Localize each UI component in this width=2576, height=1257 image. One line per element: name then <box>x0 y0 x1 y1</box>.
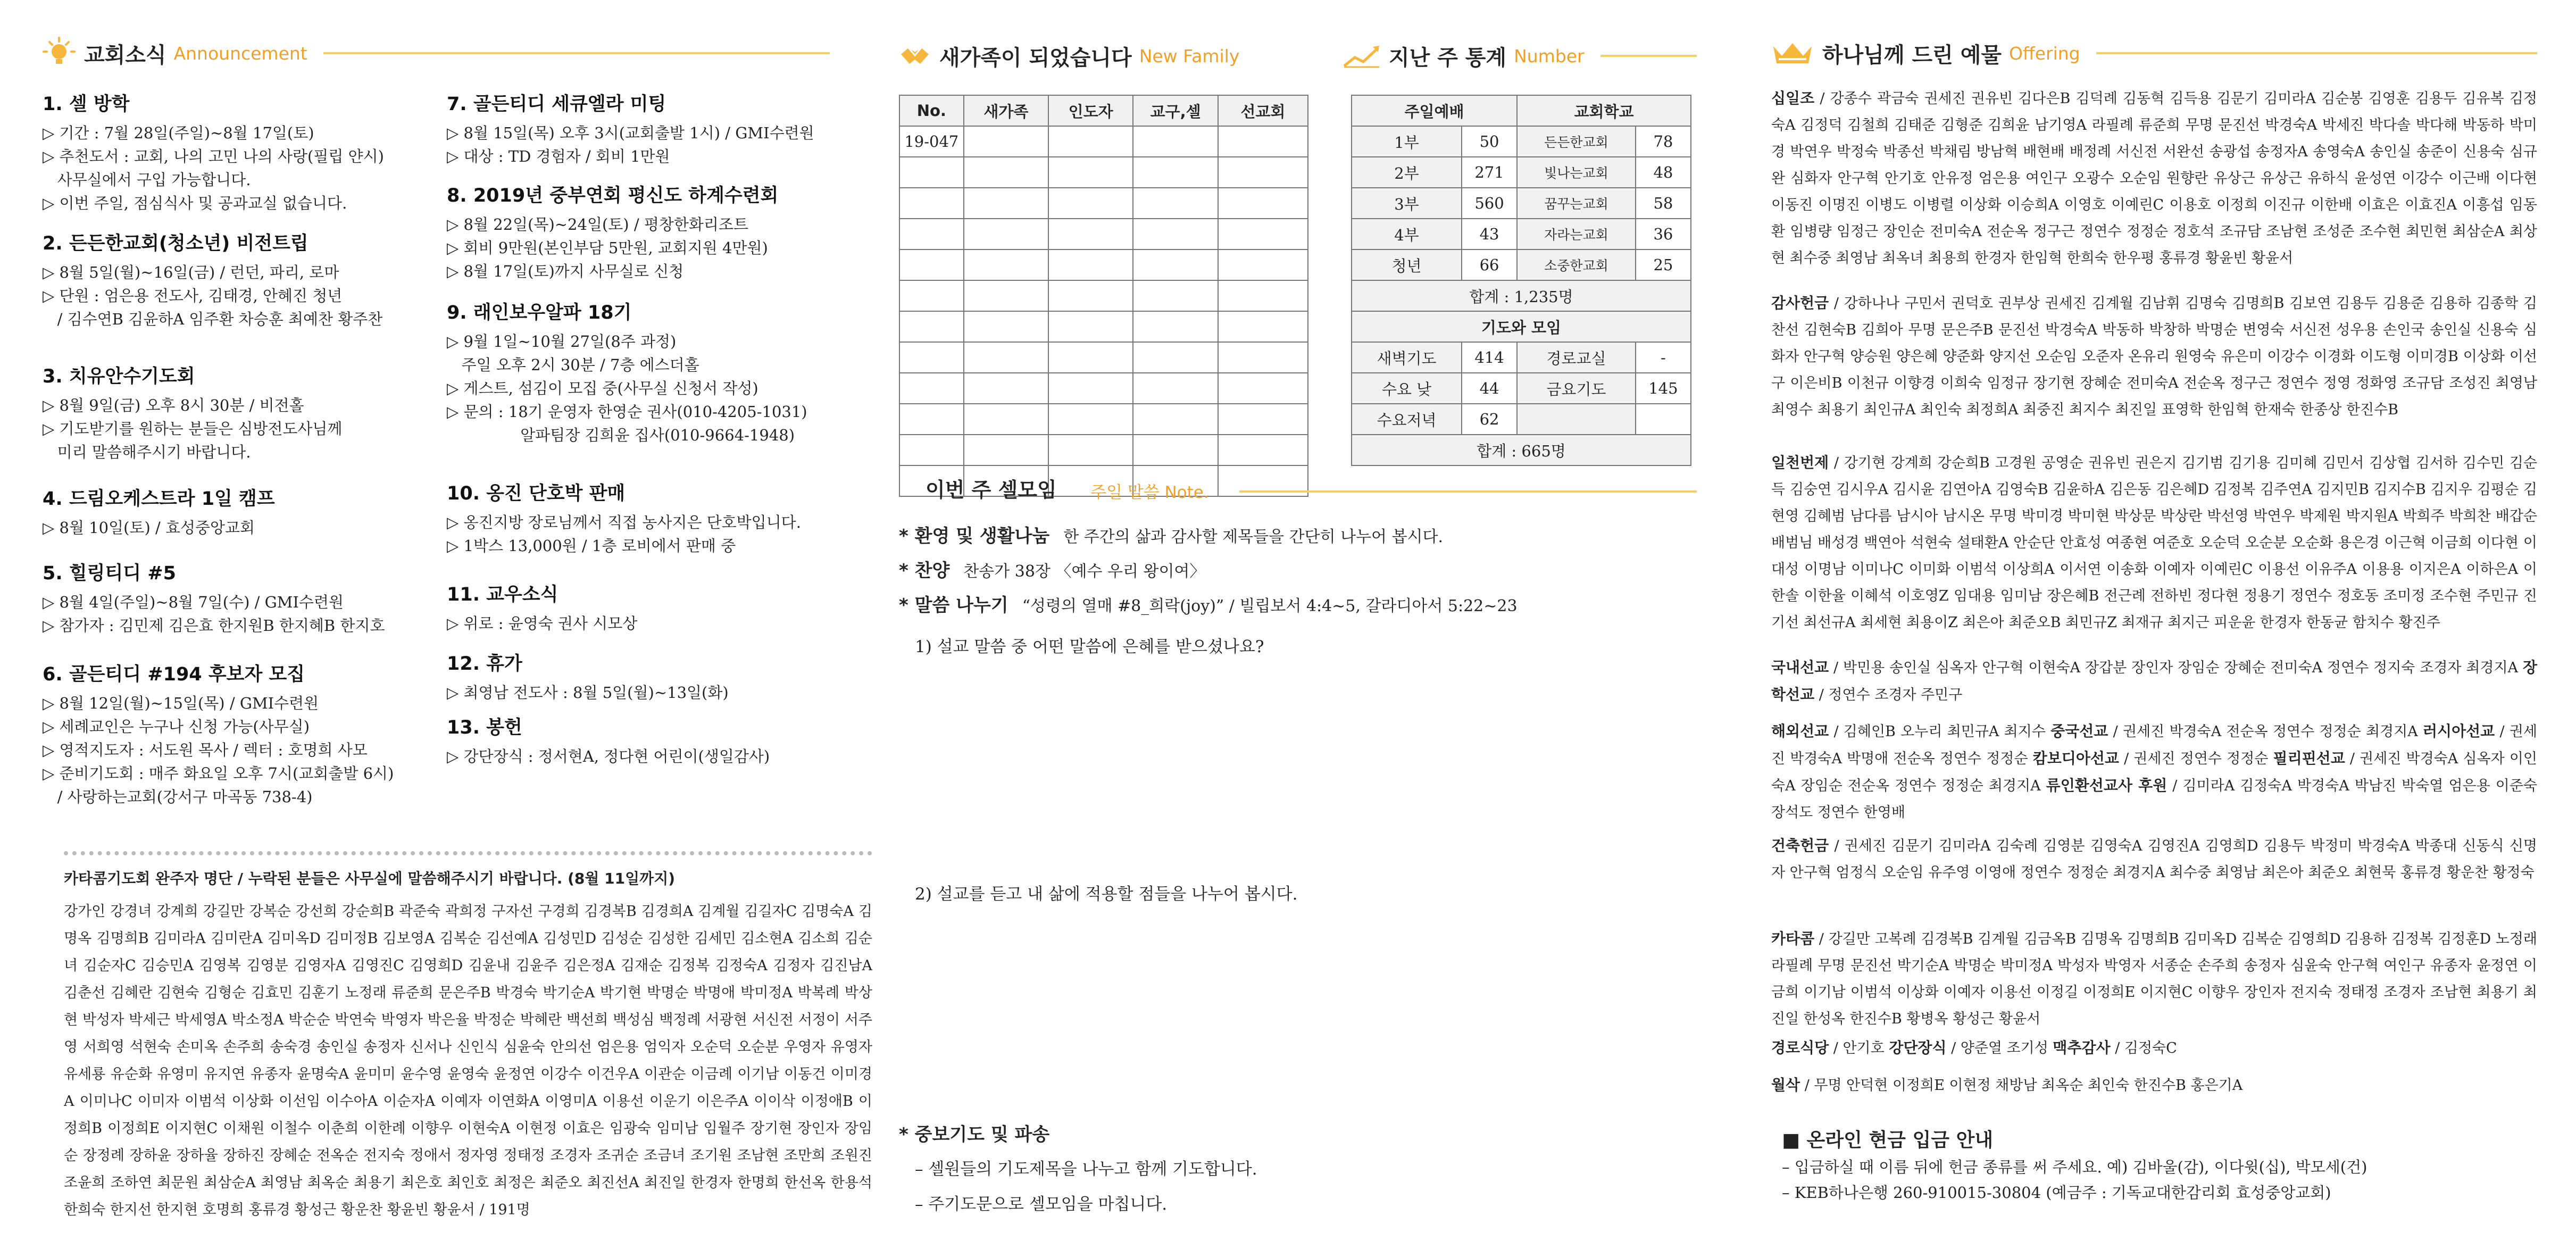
online-offering-title: ■ 온라인 현금 입금 안내 <box>1782 1129 1994 1151</box>
stats-label: 든든한교회 <box>1517 126 1636 157</box>
announcement-item-title: 3. 치유안수기도회 <box>43 366 195 387</box>
announcement-header <box>43 29 830 77</box>
announcement-item-line: ▷ 9월 1일~10월 27일(8주 과정) <box>447 332 677 351</box>
newfamily-cell <box>1133 435 1218 465</box>
announcement-item <box>447 298 819 447</box>
stats-header-row <box>1352 311 1691 342</box>
announcement-item-line: ▷ 단원 : 엄은용 전도사, 김태경, 안혜진 청년 <box>43 287 343 305</box>
announcement-item-title: 7. 골든티디 세큐엘라 미팅 <box>447 94 666 115</box>
newfamily-cell <box>1133 219 1218 249</box>
offering-type: 건축헌금 <box>1771 837 1829 854</box>
stats-header <box>1343 32 1697 80</box>
newfamily-subtitle: New Family <box>1139 45 1240 66</box>
offering-names: / 권세진 박경숙A 심옥자 이인숙A 장임순 전순옥 정연수 정정순 최경지A <box>1771 751 2537 794</box>
newfamily-cell <box>964 404 1048 435</box>
announcement-item-title: 8. 2019년 중부연회 평신도 하계수련회 <box>447 185 779 206</box>
cell-item-label: * 말씀 나누기 <box>899 595 1008 616</box>
offering-type: 중국선교 <box>2050 722 2108 740</box>
stats-label: 수요저녁 <box>1352 404 1462 435</box>
intercession-line-1: – 셀원들의 기도제목을 나누고 함께 기도합니다. <box>915 1160 1257 1179</box>
cell-item-text: “성령의 열매 #8_희락(joy)” / 빌립보서 4:4~5, 갈라디아서 5:22~23 <box>1022 597 1518 615</box>
cell-meeting-item <box>899 590 1518 617</box>
offering-names: / 권세진 김문기 김미라A 김숙례 김영분 김영숙A 김영진A 김영희D 김용두 박정미 박경숙A 박종대 신동식 신명자 안구혁 엄정식 오순임 유주영 이영애 정연수 정정순 최경지A 최수중 최영남 최은아 최준오 최현묵 홍류경 황운찬 황정숙 <box>1771 838 2537 881</box>
stats-row <box>1352 219 1691 249</box>
newfamily-empty-row <box>899 280 1308 311</box>
stats-table <box>1351 95 1691 466</box>
newfamily-cell <box>899 311 964 342</box>
offering-type: 필리핀선교 <box>2273 750 2345 767</box>
stats-label: 경로교실 <box>1517 342 1636 373</box>
header-rule <box>323 52 830 54</box>
announcement-item <box>447 580 819 635</box>
announcement-subtitle: Announcement <box>173 43 307 64</box>
newfamily-cell <box>1218 311 1308 342</box>
stats-value: 145 <box>1636 373 1691 404</box>
newfamily-cell: 19-047 <box>899 126 964 157</box>
offering-type: 강단장식 <box>1889 1039 1947 1056</box>
stats-title: 지난 주 통계 <box>1389 45 1507 70</box>
announcement-item <box>43 559 415 637</box>
newfamily-cell <box>1048 280 1133 311</box>
stats-value: 271 <box>1462 157 1517 188</box>
announcement-item-line: ▷ 기도받기를 원하는 분들은 심방전도사님께 <box>43 420 343 438</box>
newfamily-cell <box>964 157 1048 188</box>
announcement-item <box>447 649 819 704</box>
announcement-item-line: ▷ 8월 9일(금) 오후 8시 30분 / 비전홀 <box>43 396 304 414</box>
newfamily-cell <box>1133 311 1218 342</box>
question-1: 1) 설교 말씀 중 어떤 말씀에 은혜를 받으셨나요? <box>915 637 1264 656</box>
announcement-item-title: 2. 든든한교회(청소년) 비전트립 <box>43 233 309 254</box>
newfamily-header-cell: 교구,셀 <box>1133 95 1218 126</box>
sermon-note-label: 주일 말씀 Note. <box>1090 483 1209 502</box>
newfamily-cell <box>1133 157 1218 188</box>
stats-value: 43 <box>1462 219 1517 249</box>
newfamily-cell <box>1218 188 1308 219</box>
catechism-title: 카타콤기도회 완주자 명단 / 누락된 분들은 사무실에 말씀해주시기 바랍니다. (8월 11일까지) <box>64 870 676 887</box>
stats-subtitle: Number <box>1514 45 1585 66</box>
offering-block <box>1771 85 2537 272</box>
offering-block <box>1771 1035 2537 1062</box>
worship-header: 주일예배 <box>1352 95 1517 126</box>
newfamily-cell <box>1133 404 1218 435</box>
newfamily-cell <box>899 280 964 311</box>
offering-block <box>1771 654 2537 709</box>
question-2: 2) 설교를 듣고 내 삶에 적용할 점들을 나누어 봅시다. <box>915 885 1298 904</box>
offering-type: 십일조 <box>1771 89 1815 107</box>
announcement-item-line: ▷ 준비기도회 : 매주 화요일 오후 7시(교회출발 6시) <box>43 764 394 782</box>
announcement-item-line: 주일 오후 2시 30분 / 7층 에스더홀 <box>447 356 699 374</box>
newfamily-cell <box>964 188 1048 219</box>
newfamily-header <box>899 32 1314 80</box>
stats-label: 2부 <box>1352 157 1462 188</box>
offering-type: 월삭 <box>1771 1076 1800 1094</box>
cell-meeting-item <box>899 521 1443 547</box>
announcement-item-line: ▷ 위로 : 윤영숙 권사 시모상 <box>447 614 638 632</box>
offering-names: / 김혜인B 오누리 최민규A 최지수 <box>1829 723 2051 740</box>
announcement-item <box>447 89 819 168</box>
offering-type: 러시아선교 <box>2422 722 2495 740</box>
newfamily-cell <box>1048 157 1133 188</box>
announcement-item-title: 6. 골든티디 #194 후보자 모집 <box>43 664 305 685</box>
stats-value: - <box>1636 342 1691 373</box>
newfamily-cell <box>1133 280 1218 311</box>
announcement-item-line: ▷ 8월 10일(토) / 효성중앙교회 <box>43 519 255 537</box>
announcement-item-title: 5. 힐링티디 #5 <box>43 563 176 584</box>
stats-total: 합계 : 1,235명 <box>1352 280 1691 311</box>
header-rule <box>1600 55 1697 57</box>
announcement-item-line: ▷ 대상 : TD 경험자 / 회비 1만원 <box>447 147 670 165</box>
offering-names: / 강하나나 구민서 권덕호 권부상 권세진 김계월 김남휘 김명숙 김명희B 김보연 김용두 김용준 김용하 김종학 김찬선 김현숙B 김희아 무명 문은주B 문진선 박경숙A 박동하 박창하 박명순 변영숙 서신전 성우용 손인국 송인실 신용숙 심화자 안구혁 양승원 양은혜 양준화 양지선 오순임 오준자 온유리 원영숙 유은미 이강수 이경화 이도형 이미경B 이상화 이선구 이은비B 이천규 이향경 이희숙 임정규 장기현 장혜순 전미숙A 전순옥 정구근 정연수 정영 정화영 조규담 조성진 최영남 최영수 최용기 최인규A 최인숙 최정희A 최중진 최지수 최진일 표영학 한임혁 한재숙 한종상 한진수B <box>1771 295 2537 418</box>
offering-names: / 강길만 고복례 김경복B 김계월 김금옥B 김명옥 김명희B 김미옥D 김복순 김영희D 김용하 김정복 김정훈D 노정래 라필례 무명 문진선 박기순A 박명순 박미정A 박성자 박영자 서종순 손주희 송정자 심윤숙 안구혁 여인구 유종자 윤정연 이금희 이기남 이범석 이상화 이예자 이용선 이정길 이정희E 이지현C 이향우 장인자 전지숙 정태정 조경자 조남현 최용기 최진일 한성옥 한진수B 황병옥 황성근 황윤서 <box>1771 931 2537 1027</box>
stats-label: 자라는교회 <box>1517 219 1636 249</box>
newfamily-header-cell: 인도자 <box>1048 95 1133 126</box>
newfamily-cell <box>899 435 964 465</box>
announcement-item-line: ▷ 세례교인은 누구나 신청 가능(사무실) <box>43 718 310 736</box>
offering-title: 하나님께 드린 예물 <box>1822 43 2002 68</box>
newfamily-title: 새가족이 되었습니다 <box>939 45 1132 70</box>
announcement-item-line: ▷ 영적지도자 : 서도원 목사 / 렉터 : 호명희 사모 <box>43 741 368 759</box>
offering-names: / 강종수 곽금숙 권세진 권유빈 김다은B 김덕례 김동혁 김득용 김문기 김미라A 김순봉 김영훈 김용두 김유복 김정숙A 김정덕 김철희 김태준 김형준 김희윤 남기영A 라필례 류준희 무명 문진선 박경숙A 박세진 박다솔 박다해 박동하 박미경 박연우 박정숙 박종선 박채림 방남혁 배현배 배정례 서신전 서완선 송광섭 송정자A 송영숙A 송인실 송준이 신용숙 심규완 심화자 안구혁 안기호 안유정 엄은용 여인구 오광수 오순임 원향란 유상근 유상근 유하식 윤성연 이강수 이근배 이다현 이동진 이명진 이병도 이병렬 이상화 이승희A 이영호 이예린C 이용호 이정희 이진규 이한배 이효은 이효진A 이흥섭 임동환 임병량 임정근 장인순 전미숙A 전순옥 정구근 정연수 정정순 정호석 조규담 조남현 조성준 조수현 최민현 최삼순A 최상현 최수중 최영남 최옥녀 최용희 한경자 한임혁 한희숙 한우평 홍류경 황윤빈 황윤서 <box>1771 90 2537 267</box>
cell-item-text: 찬송가 38장 〈예수 우리 왕이여〉 <box>963 562 1206 581</box>
newfamily-cell <box>1218 157 1308 188</box>
announcement-item-line: ▷ 8월 15일(목) 오후 3시(교회출발 1시) / GMI수련원 <box>447 124 814 142</box>
cell-item-label: * 환영 및 생활나눔 <box>899 526 1050 547</box>
offering-block <box>1771 833 2537 886</box>
announcement-item-line: ▷ 강단장식 : 정서현A, 정다현 어린이(생일감사) <box>447 747 770 765</box>
announcement-item-line: ▷ 1박스 13,000원 / 1층 로비에서 판매 중 <box>447 537 736 555</box>
newfamily-cell <box>899 219 964 249</box>
cell-item-text: 한 주간의 삶과 감사할 제목들을 간단히 나누어 봅시다. <box>1063 528 1444 546</box>
announcement-item-title: 1. 셀 방학 <box>43 94 130 115</box>
announcement-item-title: 11. 교우소식 <box>447 584 558 605</box>
offering-names: / 김미라A 김정숙A 박경숙A 박남진 박숙열 엄은용 이준숙 장석도 정연수 한영배 <box>1771 778 2537 821</box>
prayer-row <box>1352 342 1691 373</box>
stats-value: 36 <box>1636 219 1691 249</box>
offering-subtitle: Offering <box>2008 43 2080 64</box>
offering-block <box>1771 449 2537 636</box>
newfamily-stats-column <box>899 0 1697 1257</box>
newfamily-cell <box>964 280 1048 311</box>
stats-total-row <box>1352 280 1691 311</box>
online-offering-line-2: – KEB하나은행 260-910015-30804 (예금주 : 기독교대한감리회 효성중앙교회) <box>1782 1184 2331 1202</box>
announcement-item-line: ▷ 기간 : 7월 28일(주일)~8월 17일(토) <box>43 124 314 142</box>
announcement-item-line: ▷ 8월 4일(주일)~8월 7일(수) / GMI수련원 <box>43 593 344 611</box>
stats-value: 560 <box>1462 188 1517 219</box>
stats-row <box>1352 157 1691 188</box>
offering-names: / 권세진 박경숙A 전순옥 정연수 정정순 최경지A <box>2108 723 2423 740</box>
newfamily-empty-row <box>899 219 1308 249</box>
newfamily-cell <box>899 157 964 188</box>
offering-type: 경로식당 <box>1771 1039 1829 1056</box>
newfamily-empty-row <box>899 311 1308 342</box>
newfamily-cell <box>899 373 964 404</box>
newfamily-empty-row <box>899 188 1308 219</box>
announcement-item-line: 미리 말씀해주시기 바랍니다. <box>43 443 251 461</box>
offering-type: 장학선교 <box>1771 659 2537 703</box>
offering-block <box>1771 718 2537 826</box>
stats-row <box>1352 126 1691 157</box>
stats-label: 새벽기도 <box>1352 342 1462 373</box>
announcement-item <box>43 484 415 539</box>
offering-type: 감사헌금 <box>1771 294 1829 312</box>
stats-label: 소중한교회 <box>1517 249 1636 280</box>
announcement-item-title: 9. 래인보우알파 18기 <box>447 302 632 323</box>
announcement-item-title: 13. 봉헌 <box>447 717 522 738</box>
newfamily-cell <box>1218 249 1308 280</box>
header-rule <box>1239 490 1697 493</box>
stats-value: 25 <box>1636 249 1691 280</box>
prayer-row <box>1352 404 1691 435</box>
stats-label: 금요기도 <box>1517 373 1636 404</box>
announcement-item-line: / 사랑하는교회(강서구 마곡동 738-4) <box>43 788 313 806</box>
offering-type: 국내선교 <box>1771 659 1829 676</box>
newfamily-cell <box>1048 342 1133 373</box>
announcement-column <box>43 0 872 1257</box>
newfamily-empty-row <box>899 435 1308 465</box>
offering-names: / 정연수 조경자 주민구 <box>1814 687 1963 703</box>
intercession-title: * 중보기도 및 파송 <box>899 1124 1050 1145</box>
newfamily-header-cell: No. <box>899 95 964 126</box>
intercession-line-2: – 주기도문으로 셀모임을 마칩니다. <box>915 1195 1168 1214</box>
announcement-item-line: ▷ 참가자 : 김민제 김은효 한지원B 한지혜B 한지호 <box>43 617 385 635</box>
header-rule <box>2096 52 2537 54</box>
offering-names: / 안기호 <box>1829 1040 1889 1056</box>
offering-names: / 박민용 송인실 심옥자 안구혁 이현숙A 장갑분 장인자 장임순 장혜순 전미숙A 정연수 정지숙 조경자 최경지A <box>1829 660 2523 676</box>
offering-names: / 김정숙C <box>2110 1040 2177 1056</box>
offering-names: / 양준열 조기성 <box>1946 1040 2053 1056</box>
offering-type: 카타콤 <box>1771 930 1815 947</box>
newfamily-cell <box>1218 342 1308 373</box>
offering-block <box>1771 290 2537 423</box>
announcement-item <box>43 362 415 464</box>
newfamily-cell <box>1133 342 1218 373</box>
stats-header-row <box>1352 95 1691 126</box>
stats-label: 청년 <box>1352 249 1462 280</box>
announcement-item-line: ▷ 8월 17일(토)까지 사무실로 신청 <box>447 262 684 280</box>
newfamily-cell <box>1133 188 1218 219</box>
stats-value: 48 <box>1636 157 1691 188</box>
announcement-item <box>447 713 819 768</box>
announcement-item <box>43 660 415 809</box>
stats-total: 합계 : 665명 <box>1352 435 1691 465</box>
stats-label <box>1517 404 1636 435</box>
newfamily-cell <box>1048 373 1133 404</box>
offering-type: 맥추감사 <box>2053 1039 2111 1056</box>
announcement-item-line: ▷ 옹진지방 장로님께서 직접 농사지은 단호박입니다. <box>447 513 801 531</box>
newfamily-empty-row <box>899 157 1308 188</box>
newfamily-empty-row <box>899 373 1308 404</box>
announcement-title: 교회소식 <box>84 43 166 68</box>
announcement-item-line: ▷ 추천도서 : 교회, 나의 고민 나의 사랑(필립 얀시) <box>43 147 384 165</box>
newfamily-table <box>899 95 1308 497</box>
newfamily-cell <box>964 435 1048 465</box>
announcement-item <box>447 479 819 557</box>
announcement-item-line: 알파팀장 김희윤 집사(010-9664-1948) <box>447 426 795 444</box>
newfamily-cell <box>964 342 1048 373</box>
offering-type: 캄보디아선교 <box>2032 750 2119 767</box>
announcement-item-line: ▷ 문의 : 18기 운영자 한영순 권사(010-4205-1031) <box>447 403 807 421</box>
stats-value: 58 <box>1636 188 1691 219</box>
stats-value: 44 <box>1462 373 1517 404</box>
announcement-item-line: ▷ 회비 9만원(본인부담 5만원, 교회지원 4만원) <box>447 239 768 257</box>
announcement-item-line: ▷ 게스트, 섬김이 모집 중(사무실 신청서 작성) <box>447 379 758 397</box>
announcement-item <box>43 89 415 215</box>
newfamily-cell <box>1218 126 1308 157</box>
newfamily-cell <box>1048 404 1133 435</box>
stats-label: 3부 <box>1352 188 1462 219</box>
offering-type: 일천번제 <box>1771 454 1829 471</box>
newfamily-cell <box>1218 435 1308 465</box>
announcement-item-title: 10. 옹진 단호박 판매 <box>447 483 626 504</box>
stats-value <box>1636 404 1691 435</box>
stats-row <box>1352 249 1691 280</box>
announcement-item-line: ▷ 이번 주일, 점심식사 및 공과교실 없습니다. <box>43 194 347 212</box>
announcement-item-line: ▷ 8월 5일(월)~16일(금) / 런던, 파리, 로마 <box>43 263 339 281</box>
stats-value: 414 <box>1462 342 1517 373</box>
chart-trend-icon <box>1343 44 1380 68</box>
crown-icon <box>1771 40 1814 66</box>
newfamily-cell <box>1133 249 1218 280</box>
prayer-row <box>1352 373 1691 404</box>
newfamily-cell <box>899 188 964 219</box>
stats-value: 62 <box>1462 404 1517 435</box>
announcement-item-line: ▷ 8월 22일(목)~24일(토) / 평창한화리조트 <box>447 215 748 234</box>
prayer-header: 기도와 모임 <box>1352 311 1691 342</box>
catechism-names: 강가인 강경녀 강계희 강길만 강복순 강선희 강순희B 곽준숙 곽희정 구자선 구경희 김경복B 김경희A 김계월 김길자C 김명숙A 김명옥 김명희B 김미라A 김미란A 김미옥D 김미정B 김보영A 김복순 김선예A 김성민D 김성순 김성한 김세민 김소현A 김소희 김순녀 김순자C 김승민A 김영복 김영분 김영자A 김영진C 김영희D 김윤내 김윤주 김은정A 김재순 김정복 김정숙A 김정자 김진남A 김춘선 김혜란 김현숙 김형순 김효민 김훈기 노정래 류준희 문은주B 박경숙 박기순A 박기현 박명순 박명애 박미정A 박복례 박상현 박성자 박세근 박세영A 박소정A 박순순 박연숙 박영자 박은율 박정순 박혜란 백선희 백성심 백정례 서광현 서신전 서정이 서주영 서희영 석현숙 손미옥 손주희 송숙경 송인실 송정자 신서나 신인식 심윤숙 안의선 엄은용 엄익자 오순덕 오순분 우영자 유영자 유세룡 유순화 유영미 유지연 유종자 윤명숙A 윤미미 윤수영 윤영숙 윤정연 이강수 이건우A 이관순 이금례 이기남 이동건 이미경A 이미나C 이미자 이범석 이상화 이선임 이수아A 이순자A 이예자 이연화A 이영미A 이용선 이운기 이은주A 이이삭 이정애B 이정희B 이정희E 이지현C 이채원 이철수 이춘희 이한례 이향우 이현숙A 이현정 이효은 임광숙 임미남 임월주 장기현 장인자 장임순 장정례 장하윤 장하율 장하진 장혜순 전옥순 전지숙 정애서 정자영 정태정 조경자 조귀순 조금녀 조기원 조남현 조만희 조원진 조윤희 조하연 최문원 최삼순A 최영남 최옥순 최용기 최은호 최인호 최정은 최준오 최진선A 최진일 한경자 한명희 한선옥 한용석 한희숙 한지선 한지현 호명희 홍류경 황성근 황운찬 황윤빈 황윤서 / 191명 <box>64 903 872 1218</box>
newfamily-cell <box>964 373 1048 404</box>
offering-names: / 권세진 정연수 정정순 <box>2119 751 2273 767</box>
newfamily-header-cell: 선교회 <box>1218 95 1308 126</box>
offering-block <box>1771 1072 2537 1099</box>
offering-header <box>1771 29 2537 77</box>
newfamily-cell <box>1048 188 1133 219</box>
school-header: 교회학교 <box>1517 95 1691 126</box>
newfamily-cell <box>1133 373 1218 404</box>
announcement-item <box>447 181 819 283</box>
handshake-icon <box>899 44 931 68</box>
newfamily-cell <box>1048 126 1133 157</box>
offering-names: / 권세진 박경숙A 박명애 전순옥 정연수 정정순 <box>1771 723 2537 767</box>
stats-label: 4부 <box>1352 219 1462 249</box>
offering-block <box>1771 926 2537 1033</box>
newfamily-cell <box>1048 311 1133 342</box>
stats-value: 50 <box>1462 126 1517 157</box>
newfamily-cell <box>1218 219 1308 249</box>
offering-names: / 강기현 강계희 강순희B 고경원 공영순 권유빈 권은지 김기범 김기용 김미혜 김민서 김상협 김서하 김수민 김순득 김숭연 김시우A 김시윤 김연아A 김영숙B 김윤하A 김은동 김은혜D 김정복 김주연A 김지민B 김지수B 김지우 김평순 김현영 김혜범 남다름 남시아 남시온 무명 박미경 박미현 박상문 박상란 박선영 박연우 박제원 박지원A 박희주 박희찬 배갑순 배범님 배성경 백연아 석현숙 설태환A 안순단 안효성 여종현 여준호 오순덕 오순분 오순화 용은경 이근혁 이금희 이다현 이대성 이명남 이미나C 이미화 이범석 이상희A 이서연 이송화 이예자 이예린C 이용선 이유주A 이용용 이지은A 이하은A 이한솔 이한율 이혜석 이호영Z 임대용 임미남 장은혜B 전근례 전하빈 정다현 정용기 정연수 정호동 조미정 조수현 주민규 진기선 최선규A 최세현 최용이Z 최은아 최준오B 최민규Z 최재규 최지근 피운윤 한경자 한동균 함치수 황진주 <box>1771 455 2537 631</box>
stats-label: 1부 <box>1352 126 1462 157</box>
offering-type: 류인환선교사 후원 <box>2046 777 2167 794</box>
stats-label: 빛나는교회 <box>1517 157 1636 188</box>
newfamily-cell <box>964 249 1048 280</box>
stats-label: 수요 낮 <box>1352 373 1462 404</box>
newfamily-cell <box>964 126 1048 157</box>
newfamily-cell <box>1048 435 1133 465</box>
newfamily-row <box>899 126 1308 157</box>
offering-column <box>1771 0 2537 1257</box>
newfamily-cell <box>1218 373 1308 404</box>
announcement-item-line: 사무실에서 구입 가능합니다. <box>43 171 251 189</box>
cell-meeting-title: 이번 주 셀모임 <box>926 478 1057 502</box>
announcement-item <box>43 229 415 331</box>
newfamily-cell <box>1133 126 1218 157</box>
newfamily-cell <box>964 219 1048 249</box>
newfamily-cell <box>1048 219 1133 249</box>
stats-row <box>1352 188 1691 219</box>
announcement-item-title: 4. 드림오케스트라 1일 캠프 <box>43 488 275 510</box>
newfamily-cell <box>964 311 1048 342</box>
newfamily-empty-row <box>899 249 1308 280</box>
stats-total-row <box>1352 435 1691 465</box>
cell-item-label: * 찬양 <box>899 560 950 581</box>
newfamily-cell <box>899 249 964 280</box>
stats-label: 꿈꾸는교회 <box>1517 188 1636 219</box>
stats-value: 78 <box>1636 126 1691 157</box>
newfamily-empty-row <box>899 404 1308 435</box>
newfamily-cell <box>1048 249 1133 280</box>
newfamily-empty-row <box>899 342 1308 373</box>
announcement-item-line: ▷ 8월 12일(월)~15일(목) / GMI수련원 <box>43 694 319 712</box>
newfamily-cell <box>1218 280 1308 311</box>
announcement-item-line: ▷ 최영남 전도사 : 8월 5일(월)~13일(화) <box>447 684 729 702</box>
offering-type: 해외선교 <box>1771 722 1829 740</box>
stats-value: 66 <box>1462 249 1517 280</box>
cell-meeting-item <box>899 556 1205 582</box>
dotted-divider <box>64 851 872 855</box>
online-offering-line-1: – 입금하실 때 이름 뒤에 헌금 종류를 써 주세요. 예) 김바울(감), 이다윗(십), 박모세(건) <box>1782 1158 2367 1176</box>
offering-names: / 무명 안덕현 이정희E 이현정 채방남 최옥순 최인숙 한진수B 홍은기A <box>1800 1077 2243 1094</box>
lightbulb-icon <box>43 37 76 70</box>
newfamily-cell <box>1218 404 1308 435</box>
newfamily-cell <box>899 342 964 373</box>
announcement-item-title: 12. 휴가 <box>447 653 522 675</box>
announcement-item-line: / 김수연B 김윤하A 임주환 차승훈 최예찬 황주찬 <box>43 310 383 328</box>
newfamily-header-cell: 새가족 <box>964 95 1048 126</box>
newfamily-cell <box>899 404 964 435</box>
